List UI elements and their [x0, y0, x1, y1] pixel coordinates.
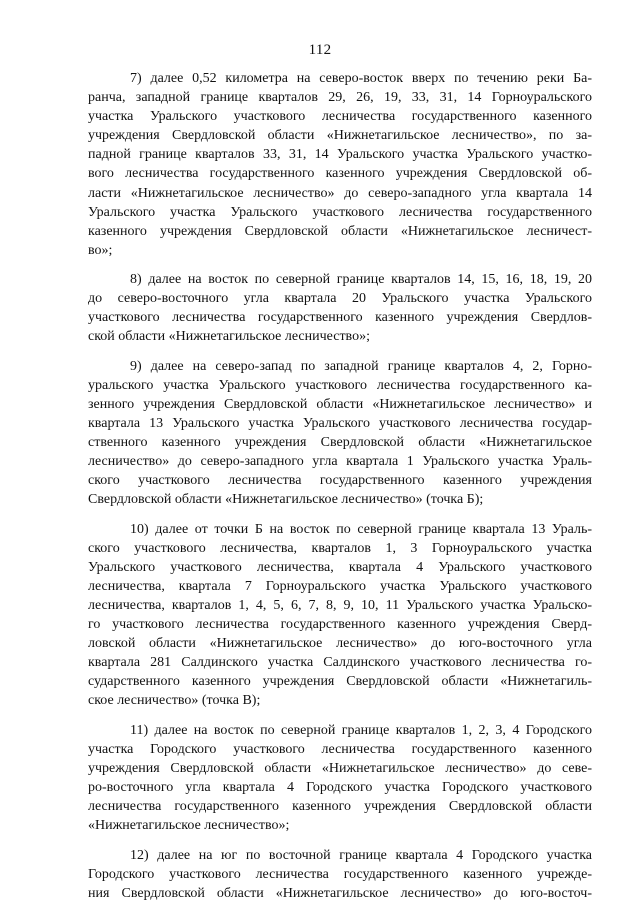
text-line: во»; [88, 242, 113, 258]
text-line: 7) далее 0,52 километра на северо-восток вверх по течению реки Ба- [130, 71, 592, 86]
paragraph-gap [88, 835, 592, 845]
text-line: лесничество» до северо-западного угла квартала 1 Уральского участка Ураль- [88, 454, 592, 470]
text-line: ласти «Нижнетагильское лесничество» до северо-западного угла квартала 14 [88, 185, 592, 201]
text-line: лесничества, квартала 7 Горноуральского участка Уральского участкового [88, 578, 592, 594]
text-line: участка Городского участкового лесничества государственного казенного [88, 741, 592, 757]
text-line: учреждения Свердловской области «Нижнетагильское лесничество», по за- [88, 128, 592, 144]
text-line: квартала 13 Уральского участка Уральского участкового лесничества государ- [88, 415, 592, 431]
text-line: 10) далее от точки Б на восток по северной границе квартала 13 Ураль- [130, 521, 592, 537]
paragraph [88, 721, 592, 836]
text-line: ского участкового лесничества государственного казенного учреждения [88, 473, 592, 489]
text-line: 12) далее на юг по восточной границе квартала 4 Городского участка [130, 847, 592, 863]
text-line: Уральского участка Уральского участкового лесничества государственного [88, 204, 592, 220]
paragraph-gap [88, 260, 592, 270]
paragraph [88, 270, 592, 346]
text-line: казенного учреждения Свердловской области «Нижнетагильское лесничест- [88, 223, 592, 239]
text-line: квартала 281 Салдинского участка Салдинского участкового лесничества го- [88, 655, 592, 671]
text-line: ственного казенного учреждения Свердловской области «Нижнетагильское [88, 435, 592, 451]
text-line: Свердловской области «Нижнетагильское лесничество» (точка Б); [88, 492, 484, 508]
text-line: Уральского участкового лесничества, квартала 4 Уральского участкового [88, 559, 592, 575]
paragraph [88, 357, 592, 510]
text-line: ния Свердловской области «Нижнетагильское лесничество» до юго-восточ- [88, 885, 592, 901]
text-line: сударственного казенного учреждения Свердловской области «Нижнетагиль- [88, 674, 592, 690]
text-line: падной границе кварталов 33, 31, 14 Уральского участка Уральского участко- [88, 147, 592, 163]
text-line: «Нижнетагильское лесничество»; [88, 818, 290, 834]
text-line: ской области «Нижнетагильское лесничество»; [88, 329, 370, 345]
text-line: 9) далее на северо-запад по западной границе кварталов 4, 2, Горно- [130, 358, 592, 374]
text-line: уральского участка Уральского участкового лесничества государственного ка- [88, 377, 592, 393]
text-line: ловской области «Нижнетагильское лесничество» до юго-восточного угла [88, 636, 592, 652]
text-line: участкового лесничества государственного казенного учреждения Свердлов- [88, 310, 592, 326]
text-line: лесничества государственного казенного учреждения Свердловской области [88, 799, 592, 815]
text-line: лесничества, кварталов 1, 4, 5, 6, 7, 8, 9, 10, 11 Уральского участка Уральско- [88, 598, 592, 613]
document-body [88, 69, 592, 903]
paragraph-gap [88, 347, 592, 357]
text-line: участка Уральского участкового лесничества государственного казенного [88, 109, 592, 125]
text-line: 8) далее на восток по северной границе кварталов 14, 15, 16, 18, 19, 20 [130, 272, 592, 288]
text-line: ро-восточного угла квартала 4 Городского участка Городского участкового [88, 780, 592, 796]
paragraph-gap [88, 711, 592, 721]
text-line: зенного учреждения Свердловской области «Нижнетагильское лесничество» и [88, 396, 592, 412]
text-line: Городского участкового лесничества государственного казенного учрежде- [88, 866, 592, 882]
text-line: учреждения Свердловской области «Нижнетагильское лесничество» до севе- [88, 760, 592, 776]
paragraph [88, 846, 592, 903]
text-line: вого лесничества государственного казенного учреждения Свердловской об- [88, 166, 592, 182]
text-line: до северо-восточного угла квартала 20 Уральского участка Уральского [88, 291, 592, 307]
text-line: ского участкового лесничества, кварталов 1, 3 Горноуральского участка [88, 540, 592, 556]
paragraph [88, 520, 592, 711]
page-number: 112 [308, 42, 332, 58]
paragraph-gap [88, 509, 592, 519]
text-line: го участкового лесничества государственного казенного учреждения Сверд- [88, 617, 592, 633]
text-line: 11) далее на восток по северной границе кварталов 1, 2, 3, 4 Городского [130, 722, 592, 738]
paragraph [88, 69, 592, 260]
text-line: ранча, западной границе кварталов 29, 26, 19, 33, 31, 14 Горноуральского [88, 90, 592, 106]
text-line: ское лесничество» (точка В); [88, 693, 261, 709]
